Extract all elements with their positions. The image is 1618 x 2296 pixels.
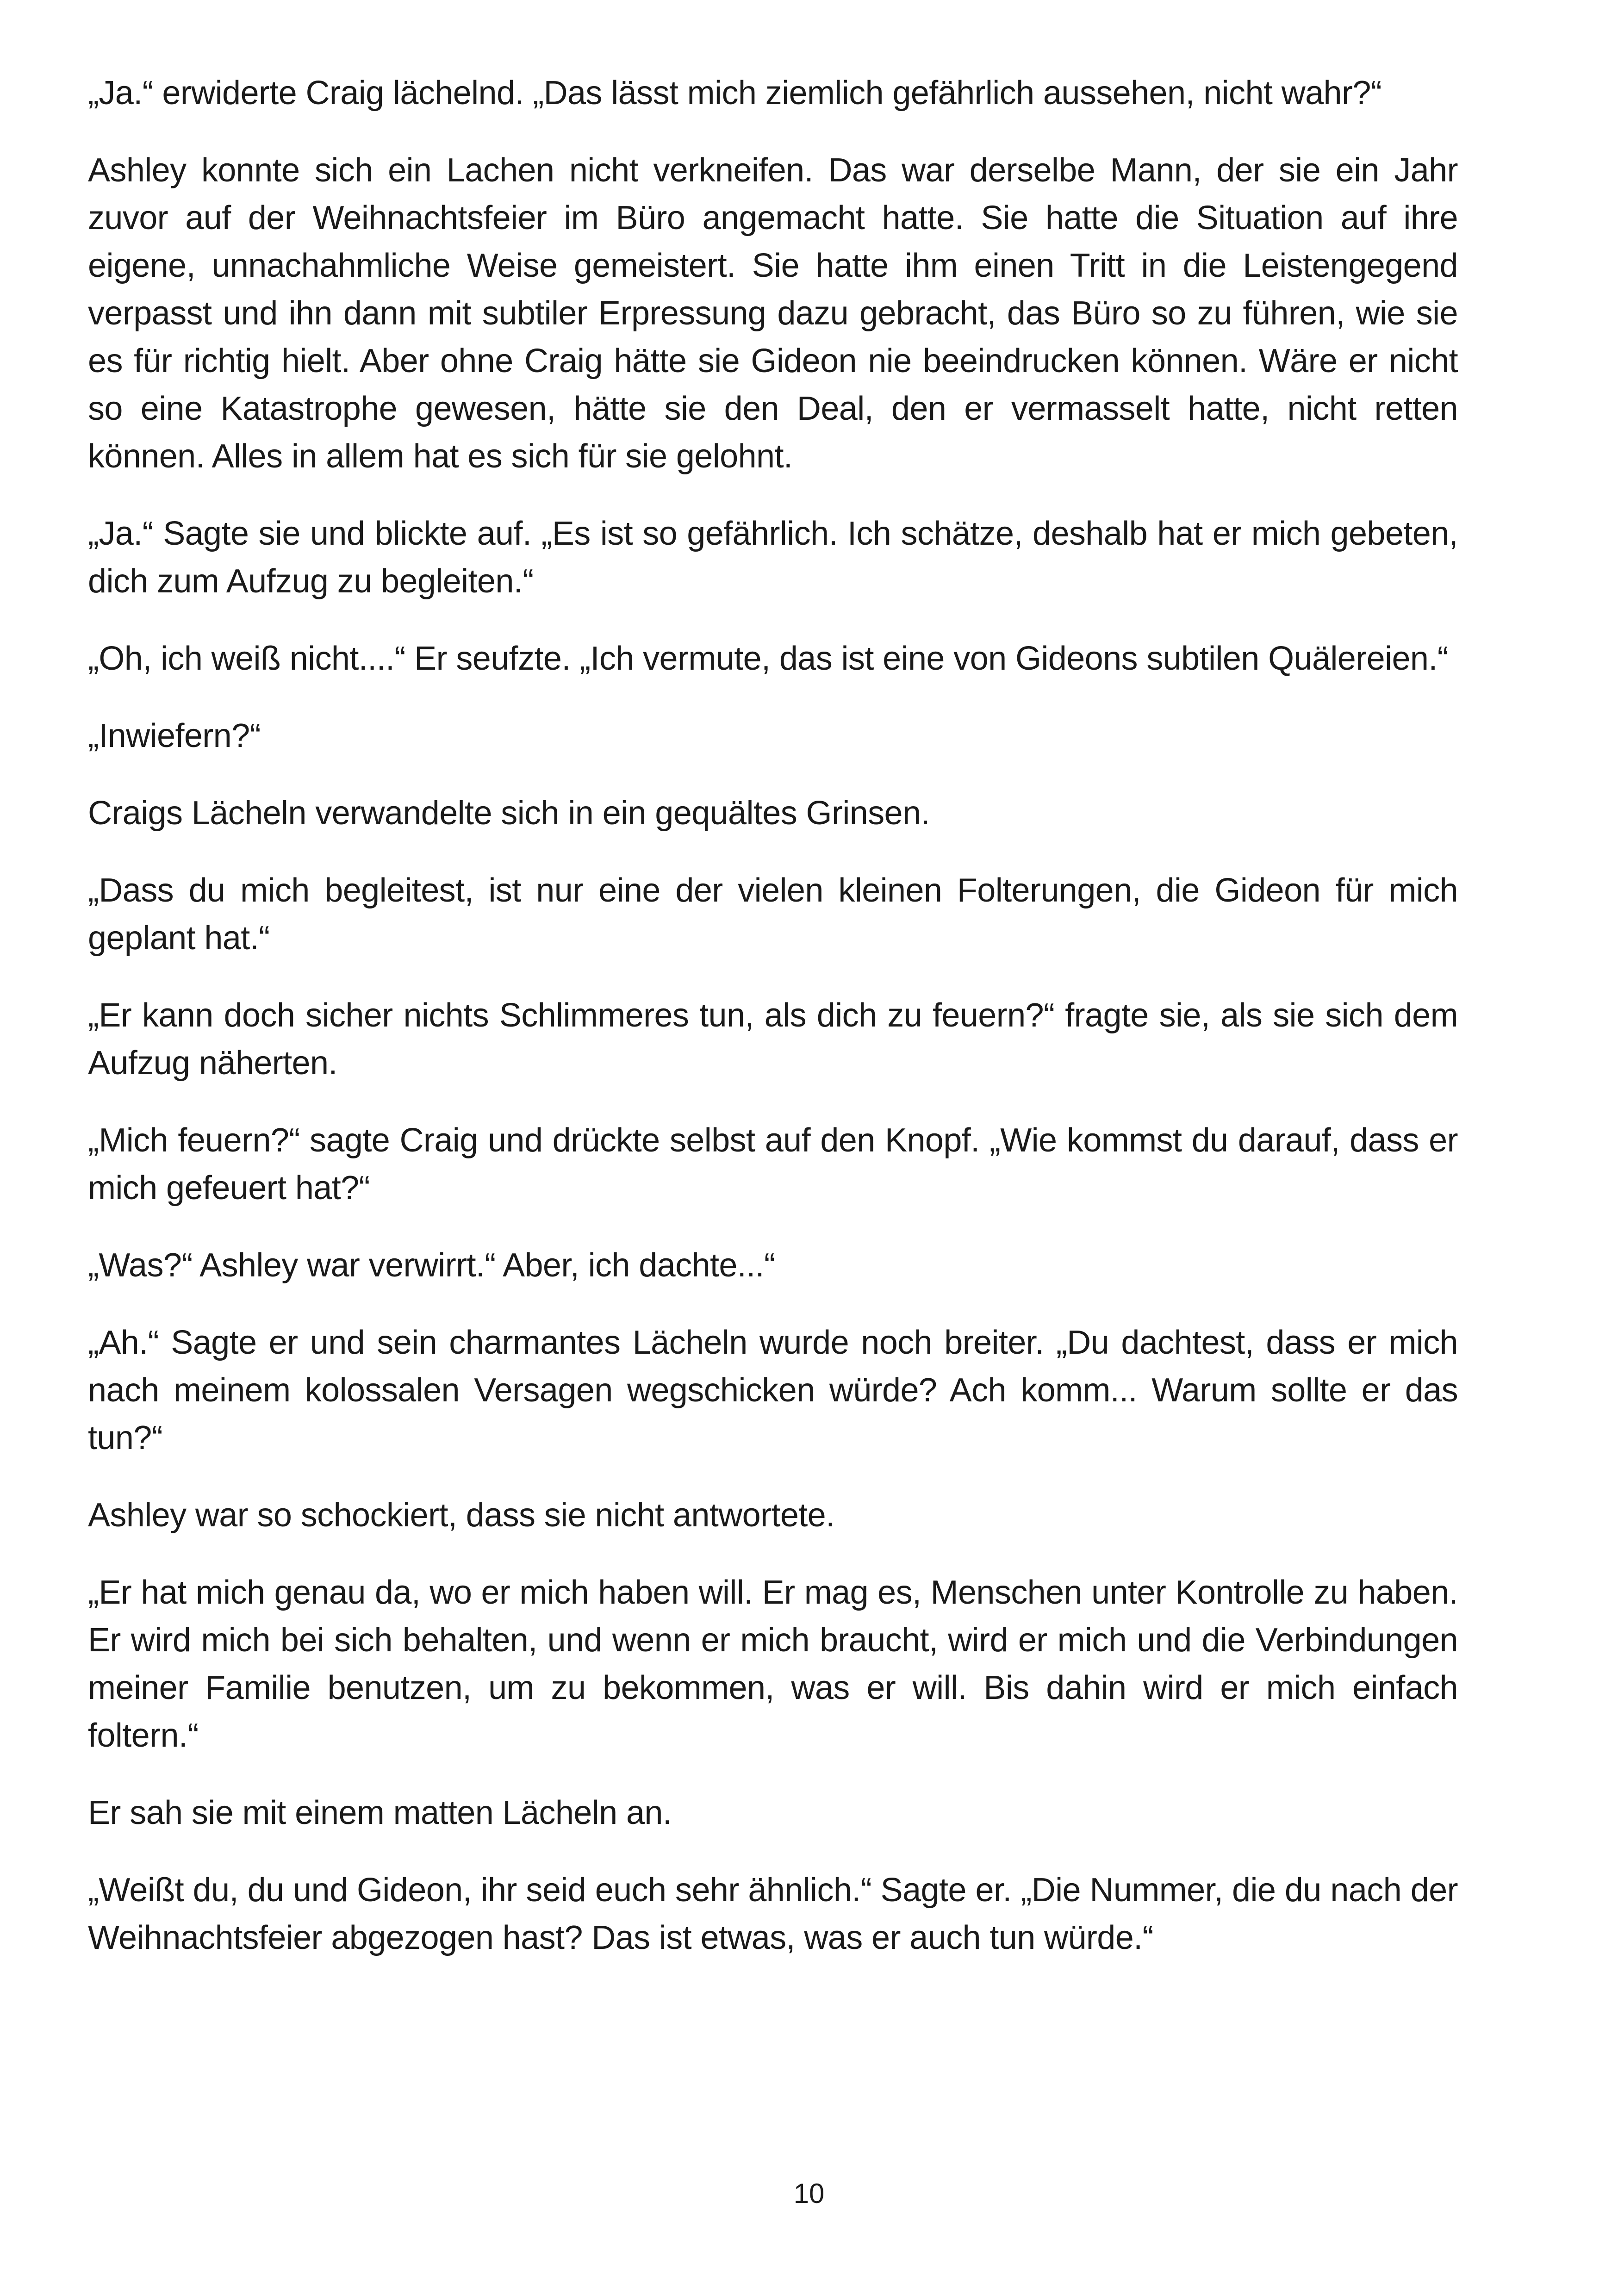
paragraph: „Inwiefern?“ [88,717,261,754]
page-body [88,69,1458,1962]
paragraph: „Ja.“ erwiderte Craig lächelnd. „Das lässt mich ziemlich gefährlich aussehen, nicht wahr?“ [88,75,1382,112]
paragraph: „Ah.“ Sagte er und sein charmantes Lächeln wurde noch breiter. „Du dachtest, dass er mich nach meinem kolossalen Versagen wegschicken würde? Ach komm... Warum sollte er das tun?“ [88,1324,1458,1456]
page-number: 10 [793,2178,825,2209]
paragraph: „Weißt du, du und Gideon, ihr seid euch sehr ähnlich.“ Sagte er. „Die Nummer, die du nach der Weihnachtsfeier abgezogen hast? Das ist etwas, was er auch tun würde.“ [88,1872,1458,1956]
paragraph: „Dass du mich begleitest, ist nur eine der vielen kleinen Folterungen, die Gideon für mich geplant hat.“ [88,872,1458,957]
paragraph: Ashley war so schockiert, dass sie nicht antwortete. [88,1497,835,1534]
paragraph: Craigs Lächeln verwandelte sich in ein gequältes Grinsen. [88,795,930,832]
paragraph: Er sah sie mit einem matten Lächeln an. [88,1794,672,1831]
paragraph: „Oh, ich weiß nicht....“ Er seufzte. „Ich vermute, das ist eine von Gideons subtilen Quälereien.“ [88,640,1449,677]
paragraph: „Er kann doch sicher nichts Schlimmeres tun, als dich zu feuern?“ fragte sie, als sie sich dem Aufzug näherten. [88,997,1458,1082]
paragraph: „Was?“ Ashley war verwirrt.“ Aber, ich dachte...“ [88,1247,775,1284]
paragraph: „Er hat mich genau da, wo er mich haben will. Er mag es, Menschen unter Kontrolle zu haben. Er wird mich bei sich behalten, und wenn er mich braucht, wird er mich und die Verbindungen meiner Familie benutzen, um zu bekommen, was er will. Bis dahin wird er mich einfach foltern.“ [88,1574,1458,1754]
paragraph: Ashley konnte sich ein Lachen nicht verkneifen. Das war derselbe Mann, der sie ein Jahr zuvor auf der Weihnachtsfeier im Büro angemacht hatte. Sie hatte die Situation auf ihre eigene, unnachahmliche Weise gemeistert. Sie hatte ihm einen Tritt in die Leistengegend verpasst und ihn dann mit subtiler Erpressung dazu gebracht, das Büro so zu führen, wie sie es für richtig hielt. Aber ohne Craig hätte sie Gideon nie beeindrucken können. Wäre er nicht so eine Katastrophe gewesen, hätte sie den Deal, den er vermasselt hatte, nicht retten können. Alles in allem hat es sich für sie gelohnt. [88,152,1458,475]
paragraph: „Mich feuern?“ sagte Craig und drückte selbst auf den Knopf. „Wie kommst du darauf, dass er mich gefeuert hat?“ [88,1122,1458,1207]
paragraph: „Ja.“ Sagte sie und blickte auf. „Es ist so gefährlich. Ich schätze, deshalb hat er mich gebeten, dich zum Aufzug zu begleiten.“ [88,515,1458,600]
